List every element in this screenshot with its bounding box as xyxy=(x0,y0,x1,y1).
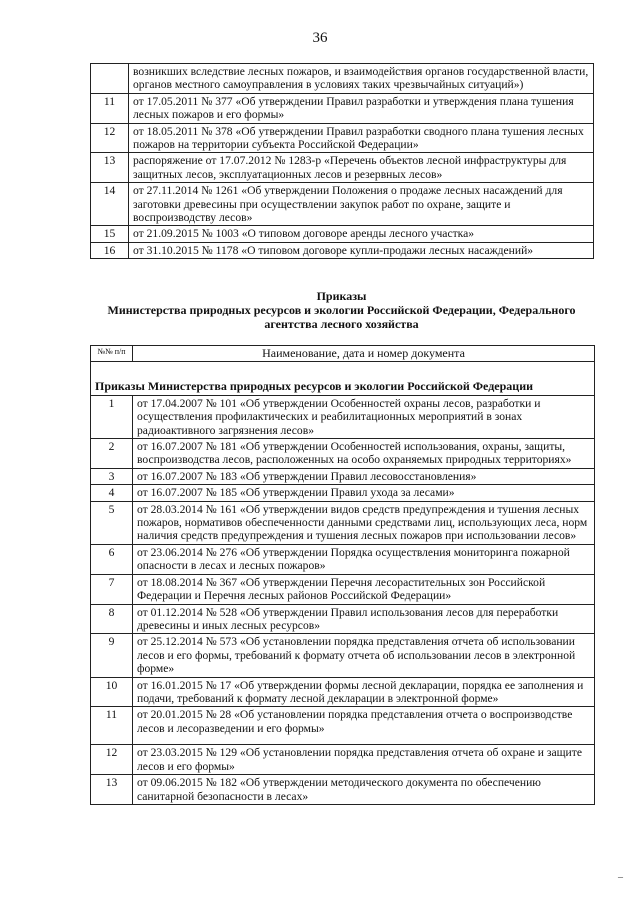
order-row-number: 3 xyxy=(91,468,133,484)
order-row-text: от 16.07.2007 № 181 «Об утверждении Особенностей использования, охраны, защиты, воспроизводства лесов, расположенных на особо охраняемых природных территориях» xyxy=(133,439,595,469)
resolution-row-number xyxy=(91,64,129,94)
order-row xyxy=(91,574,595,604)
resolution-row xyxy=(91,226,594,242)
order-row-text: от 16.07.2007 № 183 «Об утверждении Правил лесовосстановления» xyxy=(133,468,595,484)
orders-table xyxy=(90,345,595,805)
order-row-text: от 16.01.2015 № 17 «Об утверждении формы лесной декларации, порядка ее заполнения и подачи, требований к формату лесной декларации в электронной форме» xyxy=(133,677,595,707)
resolution-row-number: 13 xyxy=(91,153,129,183)
order-row xyxy=(91,395,595,438)
order-row xyxy=(91,775,595,805)
header-number-cell: №№ п/п xyxy=(91,346,133,362)
resolution-row-number: 11 xyxy=(91,93,129,123)
header-name-cell: Наименование, дата и номер документа xyxy=(133,346,595,362)
order-row-text: от 25.12.2014 № 573 «Об установлении порядка представления отчета об использовании лесов и его формы, требований к формату отчета об использовании лесов в электронной форме» xyxy=(133,634,595,677)
section-title-cell: Приказы Министерства природных ресурсов и экологии Российской Федерации xyxy=(91,362,595,395)
order-row-text: от 20.01.2015 № 28 «Об установлении порядка представления отчета о воспроизводстве лесов и лесоразведении и его формы» xyxy=(133,707,595,745)
order-row-number: 7 xyxy=(91,574,133,604)
order-row-text: от 01.12.2014 № 528 «Об утверждении Правил использования лесов для переработки древесины и иных лесных ресурсов» xyxy=(133,604,595,634)
order-row xyxy=(91,439,595,469)
order-row-text: от 23.03.2015 № 129 «Об установлении порядка представления отчета об охране и защите лесов и его формы» xyxy=(133,745,595,775)
resolution-row xyxy=(91,242,594,258)
order-row-text: от 23.06.2014 № 276 «Об утверждении Порядка осуществления мониторинга пожарной опасности в лесах и лесных пожаров» xyxy=(133,544,595,574)
order-row-number: 11 xyxy=(91,707,133,745)
resolution-row-number: 14 xyxy=(91,183,129,226)
order-row-number: 12 xyxy=(91,745,133,775)
order-row xyxy=(91,485,595,501)
heading-line-2: Министерства природных ресурсов и экологии Российской Федерации, Федерального агентства лесного хозяйства xyxy=(107,303,576,331)
resolution-row xyxy=(91,153,594,183)
order-row-number: 2 xyxy=(91,439,133,469)
resolution-row xyxy=(91,183,594,226)
order-row-text: от 18.08.2014 № 367 «Об утверждении Перечня лесорастительных зон Российской Федерации и Перечня лесных районов Российской Федерации» xyxy=(133,574,595,604)
resolution-row-number: 15 xyxy=(91,226,129,242)
resolution-row xyxy=(91,64,594,94)
orders-table-header-row xyxy=(91,346,595,362)
heading-line-1: Приказы xyxy=(316,289,367,303)
order-row-number: 4 xyxy=(91,485,133,501)
resolution-row xyxy=(91,123,594,153)
resolution-row xyxy=(91,93,594,123)
order-row xyxy=(91,468,595,484)
resolutions-table-continued xyxy=(90,63,594,259)
order-row-number: 13 xyxy=(91,775,133,805)
order-row-number: 9 xyxy=(91,634,133,677)
resolution-row-number: 12 xyxy=(91,123,129,153)
resolution-row-number: 16 xyxy=(91,242,129,258)
order-row-number: 1 xyxy=(91,395,133,438)
resolution-row-text: от 17.05.2011 № 377 «Об утверждении Правил разработки и утверждения плана тушения лесных пожаров и его формы» xyxy=(129,93,594,123)
resolution-row-text: от 18.05.2011 № 378 «Об утверждении Правил разработки сводного плана тушения лесных пожаров на территории субъекта Российской Федерации» xyxy=(129,123,594,153)
order-row-text: от 09.06.2015 № 182 «Об утверждении методического документа по обеспечению санитарной безопасности в лесах» xyxy=(133,775,595,805)
order-row-number: 8 xyxy=(91,604,133,634)
resolution-row-text: распоряжение от 17.07.2012 № 1283-р «Перечень объектов лесной инфраструктуры для защитных лесов, эксплуатационных лесов и резервных лесов» xyxy=(129,153,594,183)
order-row-text: от 16.07.2007 № 185 «Об утверждении Правил ухода за лесами» xyxy=(133,485,595,501)
margin-mark: – xyxy=(618,872,623,883)
order-row xyxy=(91,501,595,544)
order-row-text: от 28.03.2014 № 161 «Об утверждении видов средств предупреждения и тушения лесных пожаров, нормативов обеспеченности данными средствами лиц, использующих леса, норм наличия средств предупреждения и тушения лесных пожаров при использовании лесов» xyxy=(133,501,595,544)
page-number: 36 xyxy=(312,30,328,46)
order-row-number: 10 xyxy=(91,677,133,707)
order-row-number: 6 xyxy=(91,544,133,574)
order-row xyxy=(91,745,595,775)
order-row xyxy=(91,677,595,707)
order-row-text: от 17.04.2007 № 101 «Об утверждении Особенностей охраны лесов, разработки и осуществления профилактических и реабилитационных мероприятий в зонах радиоактивного загрязнения лесов» xyxy=(133,395,595,438)
order-row xyxy=(91,604,595,634)
order-row xyxy=(91,634,595,677)
resolution-row-text: возникших вследствие лесных пожаров, и взаимодействия органов государственной власти, органов местного самоуправления в условиях таких чрезвычайных ситуаций») xyxy=(129,64,594,94)
resolution-row-text: от 21.09.2015 № 1003 «О типовом договоре аренды лесного участка» xyxy=(129,226,594,242)
section-heading xyxy=(90,289,593,331)
order-row xyxy=(91,707,595,745)
orders-section-row xyxy=(91,362,595,395)
order-row-number: 5 xyxy=(91,501,133,544)
resolution-row-text: от 27.11.2014 № 1261 «Об утверждении Положения о продаже лесных насаждений для заготовки древесины при осуществлении закупок работ по охране, защите и воспроизводству лесов» xyxy=(129,183,594,226)
resolution-row-text: от 31.10.2015 № 1178 «О типовом договоре купли-продажи лесных насаждений» xyxy=(129,242,594,258)
order-row xyxy=(91,544,595,574)
